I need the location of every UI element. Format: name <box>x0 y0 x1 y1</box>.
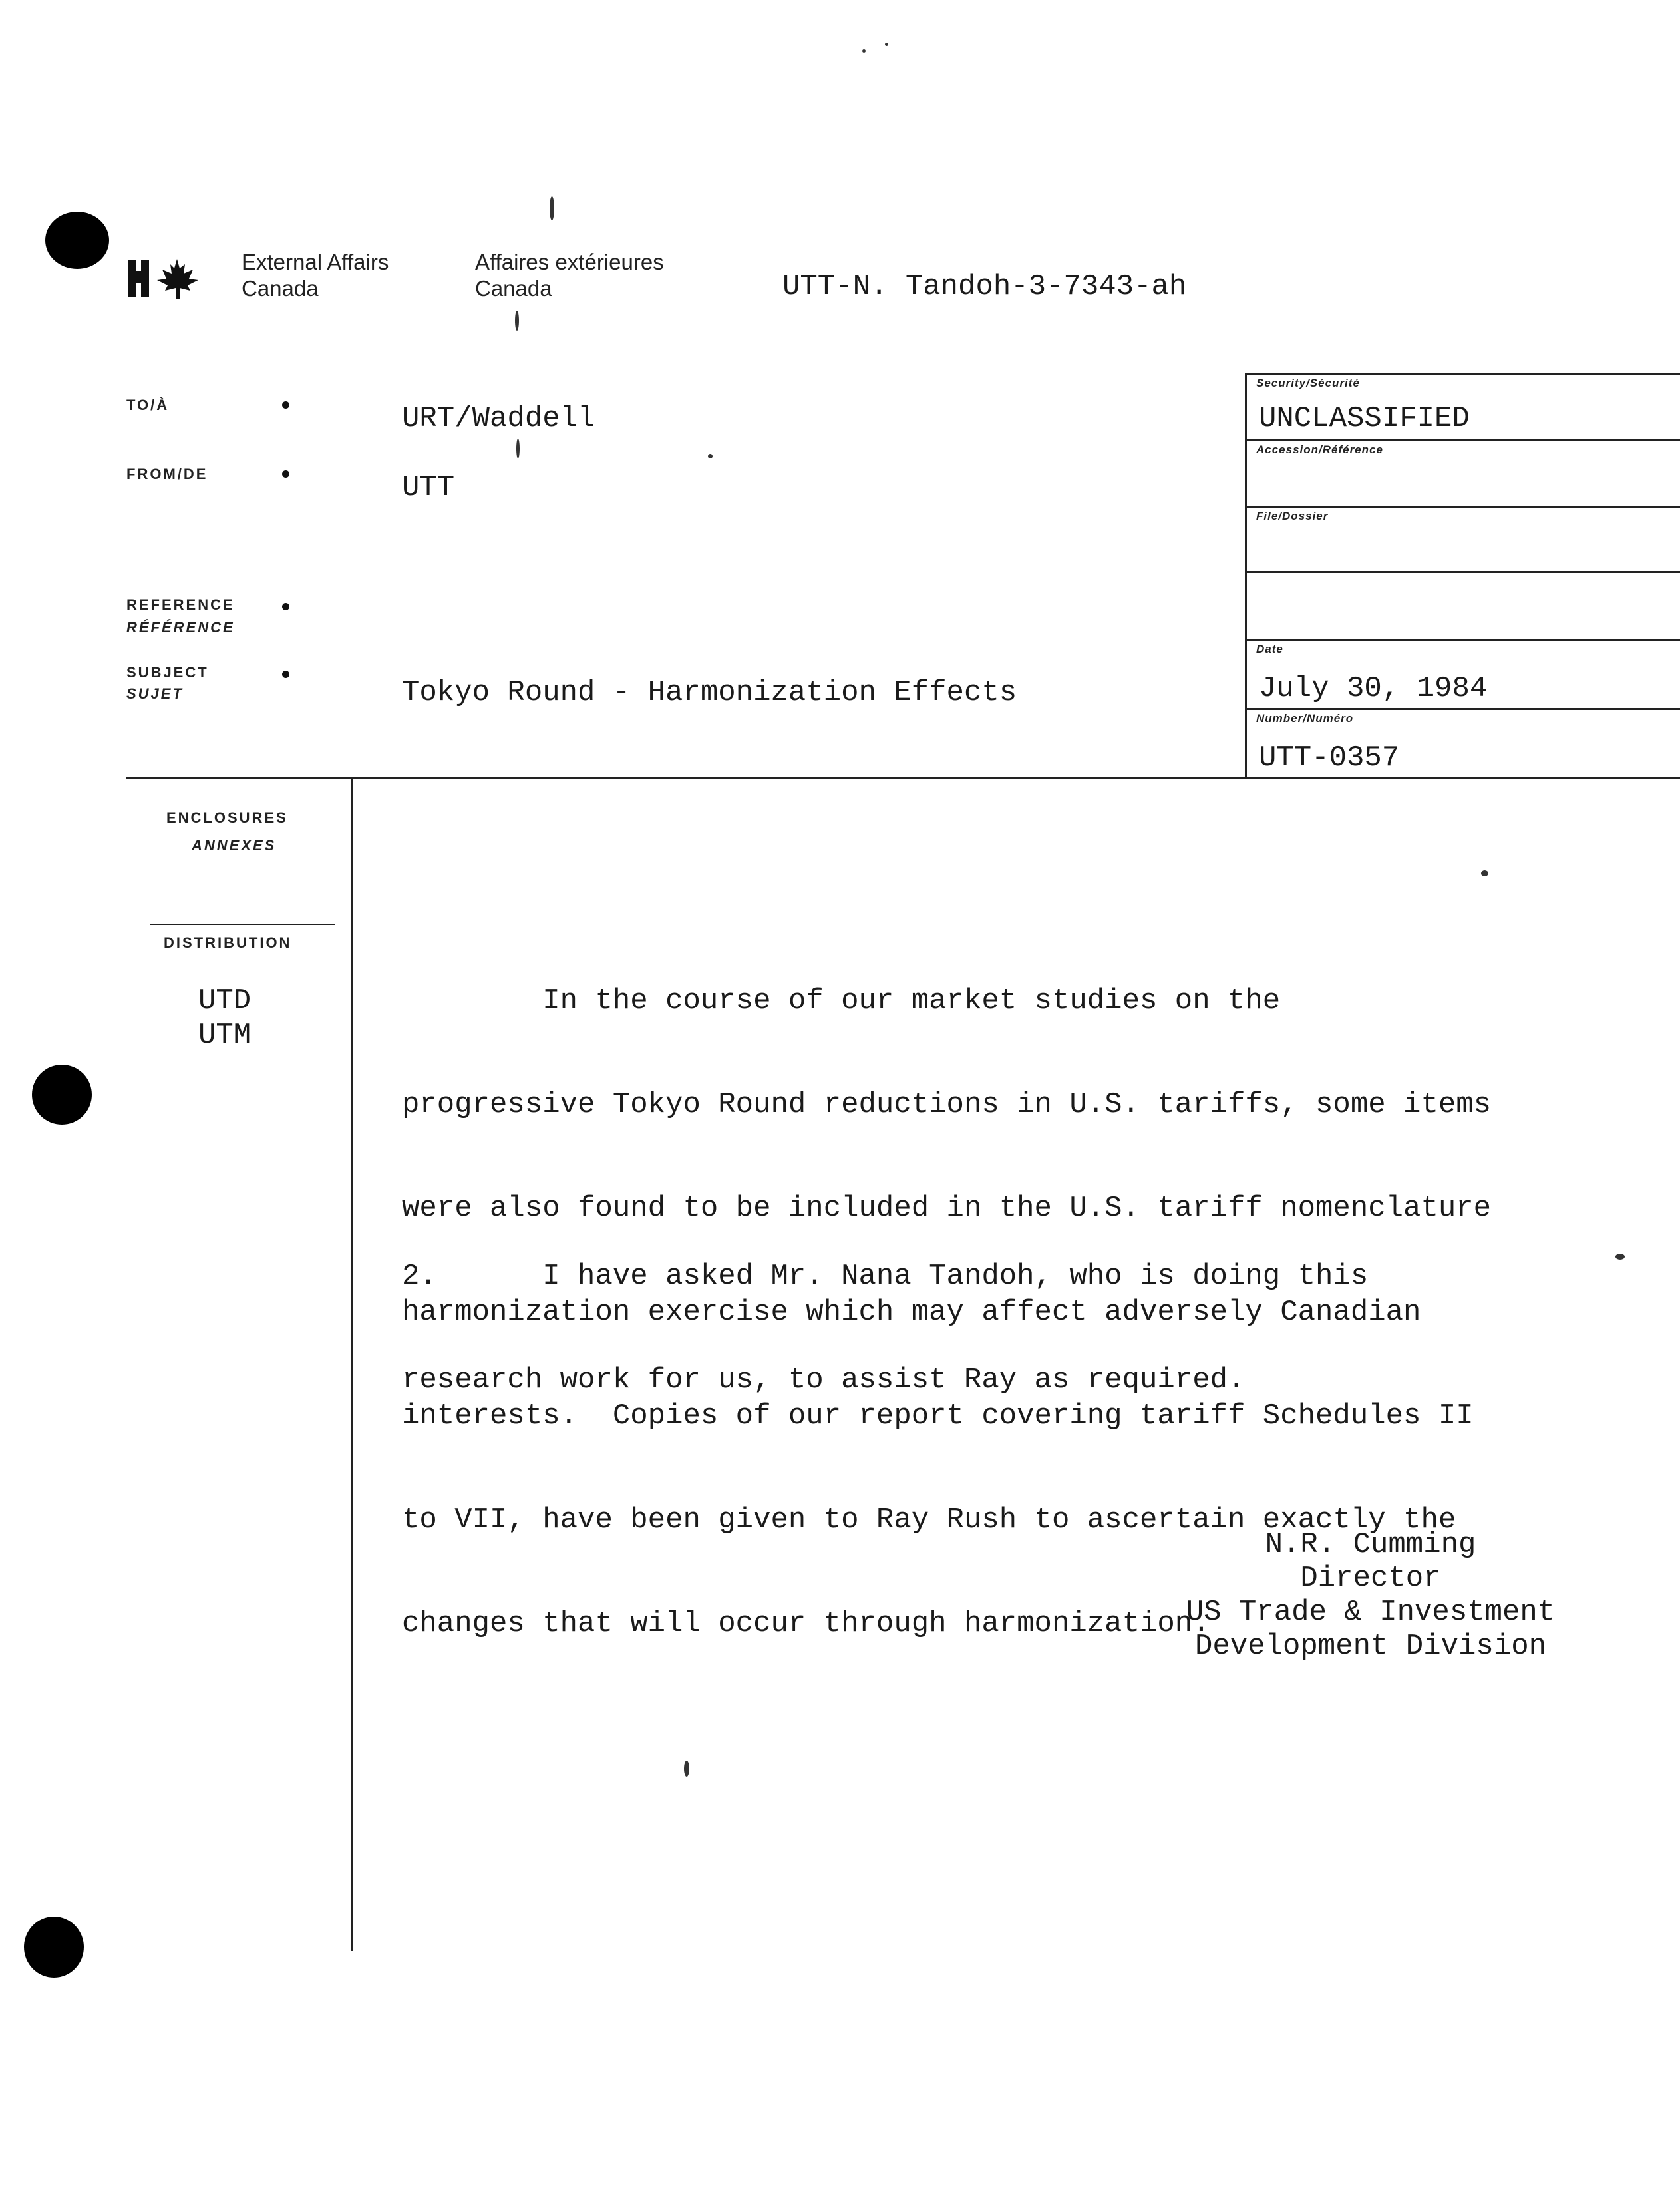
to-bullet <box>282 401 289 409</box>
scan-speck <box>1481 870 1488 876</box>
subject-label-english: SUBJECT <box>126 664 209 681</box>
signatory-division-line1: US Trade & Investment <box>1186 1596 1556 1629</box>
scan-speck <box>862 49 866 53</box>
distribution-rule <box>150 924 335 925</box>
from-label: FROM/DE <box>126 466 208 482</box>
signature-block <box>1158 1528 1584 1664</box>
scan-speck <box>885 43 888 46</box>
signatory-division-line2: Development Division <box>1194 1630 1547 1663</box>
scan-speck <box>708 454 713 458</box>
scan-speck <box>516 439 520 458</box>
left-column-divider <box>351 777 353 1951</box>
subject-value: Tokyo Round - Harmonization Effects <box>402 676 1017 709</box>
security-value: UNCLASSIFIED <box>1259 402 1470 435</box>
number-value: UTT-0357 <box>1259 741 1400 775</box>
body-line: were also found to be included in the U.S. tariff nomenclature <box>402 1192 1492 1225</box>
reference-label-french: RÉFÉRENCE <box>126 619 235 636</box>
canada-wordmark-logo <box>126 256 204 301</box>
side-box-left-border <box>1245 373 1247 779</box>
file-reference-code: UTT-N. Tandoh-3-7343-ah <box>782 270 1187 303</box>
subject-bullet <box>282 671 289 678</box>
enclosures-label-english: ENCLOSURES <box>166 809 288 826</box>
date-value: July 30, 1984 <box>1259 672 1488 705</box>
number-label: Number/Numéro <box>1256 712 1354 725</box>
from-value: UTT <box>402 471 455 504</box>
date-label: Date <box>1256 643 1283 655</box>
side-box-divider-5 <box>1245 708 1680 710</box>
body-line: harmonization exercise which may affect adversely Canadian <box>402 1296 1421 1329</box>
reference-label-english: REFERENCE <box>126 596 235 613</box>
punch-hole-top <box>45 212 109 269</box>
to-label: TO/À <box>126 397 170 413</box>
signatory-name: N.R. Cumming <box>1265 1528 1476 1561</box>
side-box-divider-1 <box>1245 439 1680 441</box>
side-box-top-border <box>1245 373 1680 375</box>
subject-label-french: SUJET <box>126 685 184 702</box>
department-name-french-line1: Affaires extérieures <box>475 250 664 274</box>
scan-speck <box>1615 1254 1625 1260</box>
security-label: Security/Sécurité <box>1256 377 1360 389</box>
body-paragraph-2 <box>402 1190 1368 1432</box>
scan-speck <box>684 1761 689 1777</box>
department-name-french <box>475 249 664 302</box>
signatory-title: Director <box>1300 1562 1441 1595</box>
distribution-item: UTD <box>198 984 252 1017</box>
distribution-list <box>198 984 251 1053</box>
body-line: changes that will occur through harmonization. <box>402 1607 1210 1640</box>
header-divider-rule <box>126 777 1680 779</box>
body-line: In the course of our market studies on the <box>402 984 1281 1017</box>
distribution-item: UTM <box>198 1019 252 1052</box>
scan-speck <box>550 196 554 220</box>
reference-bullet <box>282 603 289 610</box>
body-line: to VII, have been given to Ray Rush to ascertain exactly the <box>402 1503 1456 1537</box>
side-box-divider-3 <box>1245 571 1680 573</box>
file-label: File/Dossier <box>1256 510 1329 522</box>
punch-hole-middle <box>32 1065 92 1125</box>
side-box-divider-2 <box>1245 506 1680 508</box>
punch-hole-bottom <box>24 1917 84 1978</box>
department-name-english-line2: Canada <box>242 276 319 301</box>
body-line: progressive Tokyo Round reductions in U.S. tariffs, some items <box>402 1088 1492 1121</box>
accession-label: Accession/Référence <box>1256 443 1383 456</box>
body-line: interests. Copies of our report covering tariff Schedules II <box>402 1399 1474 1433</box>
side-box-divider-4 <box>1245 639 1680 641</box>
department-name-english <box>242 249 389 302</box>
body-line: 2. I have asked Mr. Nana Tandoh, who is doing this <box>402 1260 1369 1293</box>
enclosures-label-french: ANNEXES <box>192 837 277 854</box>
from-bullet <box>282 470 289 478</box>
scan-speck <box>515 311 519 331</box>
body-line: research work for us, to assist Ray as required. <box>402 1364 1246 1397</box>
distribution-label: DISTRIBUTION <box>164 934 292 951</box>
department-name-english-line1: External Affairs <box>242 250 389 274</box>
to-value: URT/Waddell <box>402 402 595 435</box>
department-name-french-line2: Canada <box>475 276 552 301</box>
